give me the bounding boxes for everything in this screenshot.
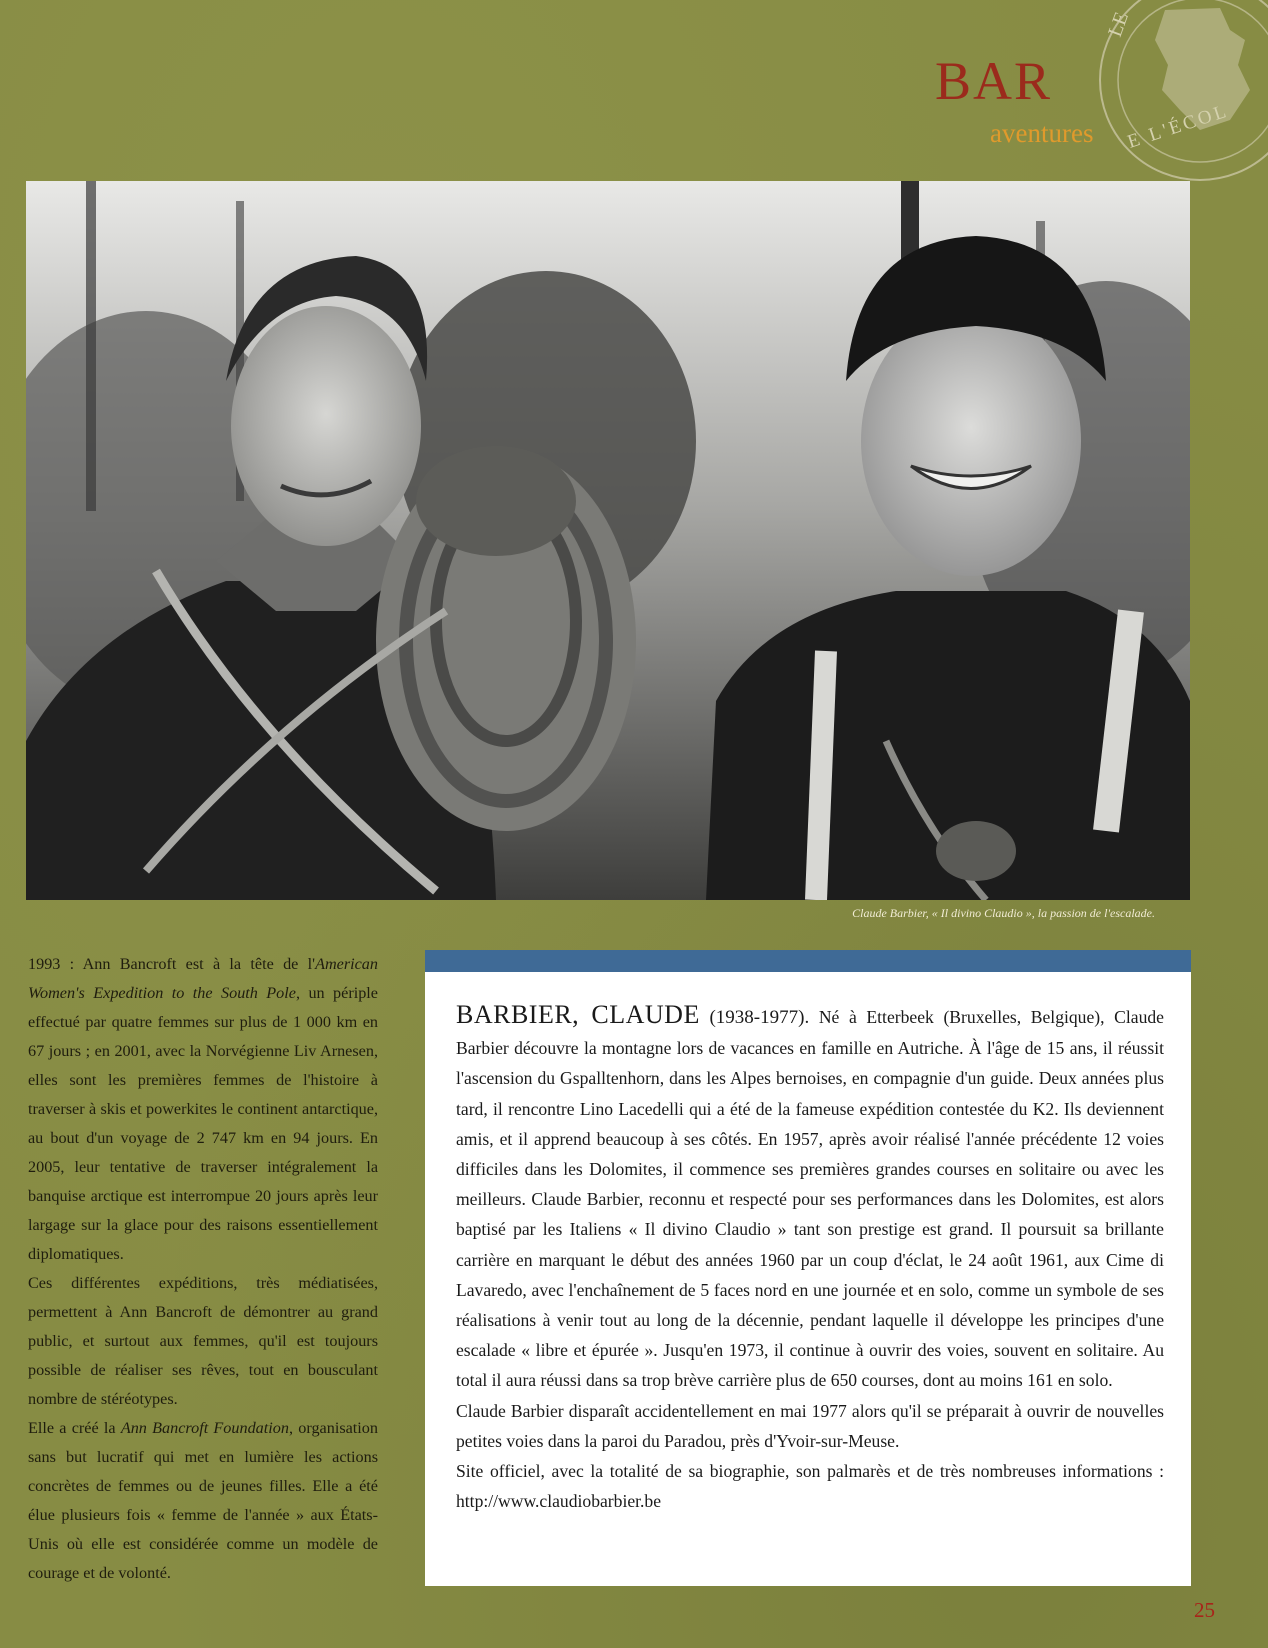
page-number: 25: [1194, 1598, 1215, 1622]
entry-name: BARBIER, CLAUDE: [456, 1000, 700, 1029]
section-subtitle: aventures: [990, 118, 1094, 148]
left-paragraph-1: 1993 : Ann Bancroft est à la tête de l'American Women's Expedition to the South Pole, un périple effectué par quatre femmes sur plus de 1 000 km en 67 jours ; en 2001, avec la Norvégienne Liv Arnesen, elles sont les premières femmes de l'histoire à traverser à skis et powerkites le continent antarctique, au bout d'un voyage de 2 747 km en 94 jours. En 2005, leur tentative de traverser intégralement la banquise arctique est interrompue 20 jours après leur largage sur la glace pour des raisons essentiellement diplomatiques.: [28, 955, 378, 1263]
section-title: BAR: [935, 51, 1053, 111]
biography-text: [456, 1000, 1164, 1516]
biography-paragraph-2: Claude Barbier disparaît accidentellement en mai 1977 alors qu'il se préparait à ouvrir de nouvelles petites voies dans la paroi du Paradou, près d'Yvoir-sur-Meuse.: [456, 1400, 1164, 1451]
photo-climbers: [26, 181, 1190, 900]
left-paragraph-2: Ces différentes expéditions, très médiatisées, permettent à Ann Bancroft de démontrer au grand public, et surtout aux femmes, qu'il est toujours possible de réaliser ses rêves, tout en bousculant nombre de stéréotypes.: [28, 1274, 378, 1408]
left-paragraph-3: Elle a créé la Ann Bancroft Foundation, organisation sans but lucratif qui met en lumière les actions concrètes de femmes ou de jeunes filles. Elle a été élue plusieurs fois « femme de l'année » aux États-Unis où elle est considérée comme un modèle de courage et de volonté.: [28, 1419, 378, 1582]
school-seal-stamp: [1070, 0, 1268, 200]
biography-box: [425, 950, 1191, 1586]
box-header-bar: [425, 950, 1191, 972]
photo-caption: Claude Barbier, « Il divino Claudio », la passion de l'escalade.: [852, 906, 1155, 920]
entry-dates: (1938-1977).: [709, 1007, 810, 1028]
svg-text:LE: LE: [1104, 9, 1134, 40]
ann-bancroft-text: [28, 950, 378, 1588]
biography-paragraph-1: BARBIER, CLAUDE (1938-1977). Né à Etterbeek (Bruxelles, Belgique), Claude Barbier découvre la montagne lors de vacances en famille en Autriche. À l'âge de 15 ans, il réussit l'ascension du Gspalltenhorn, dans les Alpes bernoises, en compagnie d'un guide. Deux années plus tard, il rencontre Lino Lacedelli qui a été de la fameuse expédition contestée du K2. Ils deviennent amis, et il apprend beaucoup à ses côtés. En 1957, après avoir réalisé l'année précédente 12 voies difficiles dans les Dolomites, il commence ses premières grandes courses en solitaire ou avec les meilleurs. Claude Barbier, reconnu et respecté pour ses performances dans les Dolomites, est alors baptisé par les Italiens « Il divino Claudio » tant son prestige est grand. Il poursuit sa brillante carrière en marquant le début des années 1960 par un coup d'éclat, le 24 août 1961, aux Cime di Lavaredo, avec l'enchaînement de 5 faces nord en une journée et en solo, comme un symbole de ses réalisations à venir tout au long de la décennie, pendant laquelle il développe les principes d'une escalade « libre et épurée ». Jusqu'en 1973, il continue à ouvrir des voies, souvent en solitaire. Au total il aura réussi dans sa trop brève carrière plus de 650 courses, dont au moins 161 en solo.: [456, 1000, 1164, 1391]
biography-paragraph-3: Site officiel, avec la totalité de sa biographie, son palmarès et de très nombreuses informations : http://www.claudiobarbier.be: [456, 1461, 1164, 1512]
svg-text:E L'ÉCOL: E L'ÉCOL: [1125, 100, 1232, 153]
